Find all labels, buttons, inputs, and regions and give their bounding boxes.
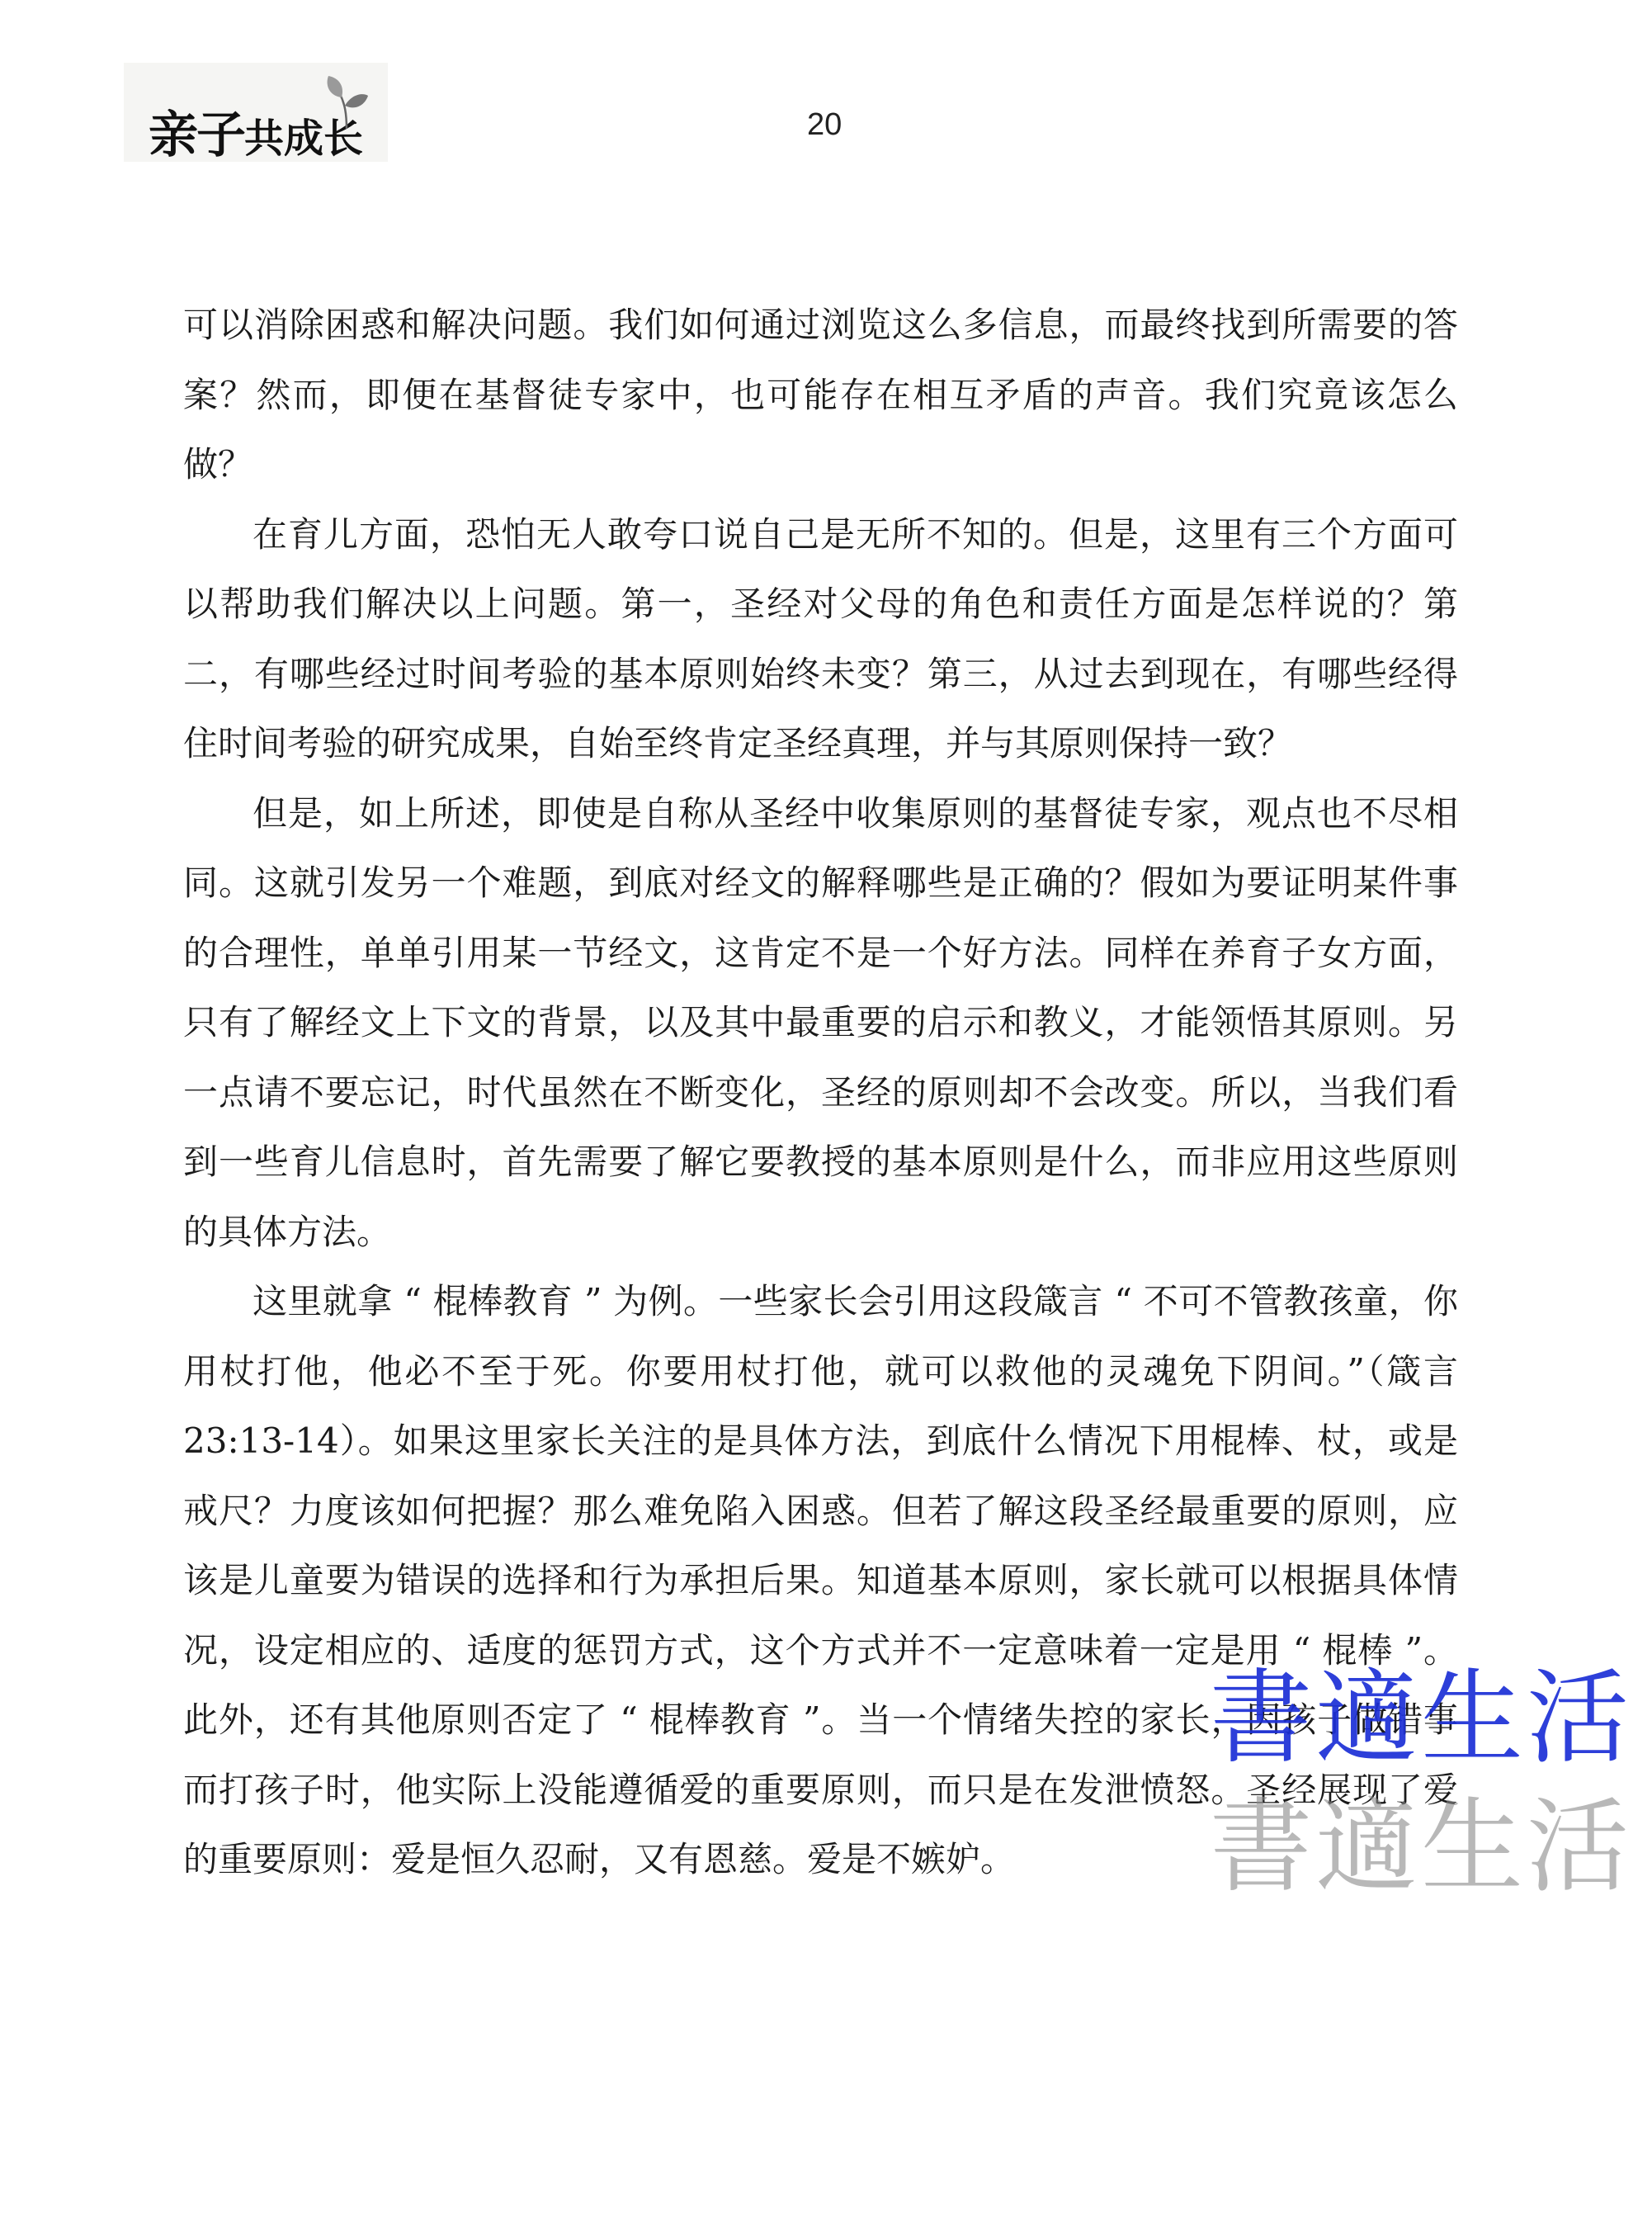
book-logo <box>124 63 388 162</box>
paragraph-3: 但是，如上所述，即使是自称从圣经中收集原则的基督徒专家，观点也不尽相同。这就引发另一个难题，到底对经文的解释哪些是正确的？假如为要证明某件事的合理性，单单引用某一节经文，这肯定不是一个好方法。同样在养育子女方面，只有了解经文上下文的背景，以及其中最重要的启示和教义，才能领悟其原则。另一点请不要忘记，时代虽然在不断变化，圣经的原则却不会改变。所以，当我们看到一些育儿信息时，首先需要了解它要教授的基本原则是什么，而非应用这些原则的具体方法。 <box>183 792 1458 1252</box>
page-number: 20 <box>807 107 843 142</box>
leaf-icon <box>322 73 371 130</box>
logo-main-text: 亲子 <box>149 106 244 164</box>
watermark-secondary: 書適生活 <box>1210 1788 1633 1907</box>
watermark-primary: 書適生活 <box>1210 1659 1633 1778</box>
paragraph-2: 在育儿方面，恐怕无人敢夸口说自己是无所不知的。但是，这里有三个方面可以帮助我们解决以上问题。第一，圣经对父母的角色和责任方面是怎样说的？第二，有哪些经过时间考验的基本原则始终未变？第三，从过去到现在，有哪些经得住时间考验的研究成果，自始至终肯定圣经真理，并与其原则保持一致？ <box>183 513 1458 763</box>
logo-rest-text: 共成长 <box>244 116 364 162</box>
paragraph-4: 这里就拿 “ 棍棒教育 ” 为例。一些家长会引用这段箴言 “ 不可不管教孩童，你用杖打他，他必不至于死。你要用杖打他，就可以救他的灵魂免下阴间。”（箴言 23:13-14）。如果这里家长关注的是具体方法，到底什么情况下用棍棒、杖，或是戒尺？力度该如何把握？那么难免陷入困惑。但若了解这段圣经最重要的原则，应该是儿童要为错误的选择和行为承担后果。知道基本原则，家长就可以根据具体情况，设定相应的、适度的惩罚方式，这个方式并不一定意味着一定是用 “ 棍棒 ”。此外，还有其他原则否定了 “ 棍棒教育 ”。当一个情绪失控的家长，因孩子做错事而打孩子时，他实际上没能遵循爱的重要原则，而只是在发泄愤怒。圣经展现了爱的重要原则：爱是恒久忍耐，又有恩慈。爱是不嫉妒。 <box>183 1281 1458 1879</box>
body-text <box>183 291 1458 1895</box>
paragraph-1: 可以消除困惑和解决问题。我们如何通过浏览这么多信息，而最终找到所需要的答案？然而，即便在基督徒专家中，也可能存在相互矛盾的声音。我们究竟该怎么做？ <box>183 305 1458 484</box>
